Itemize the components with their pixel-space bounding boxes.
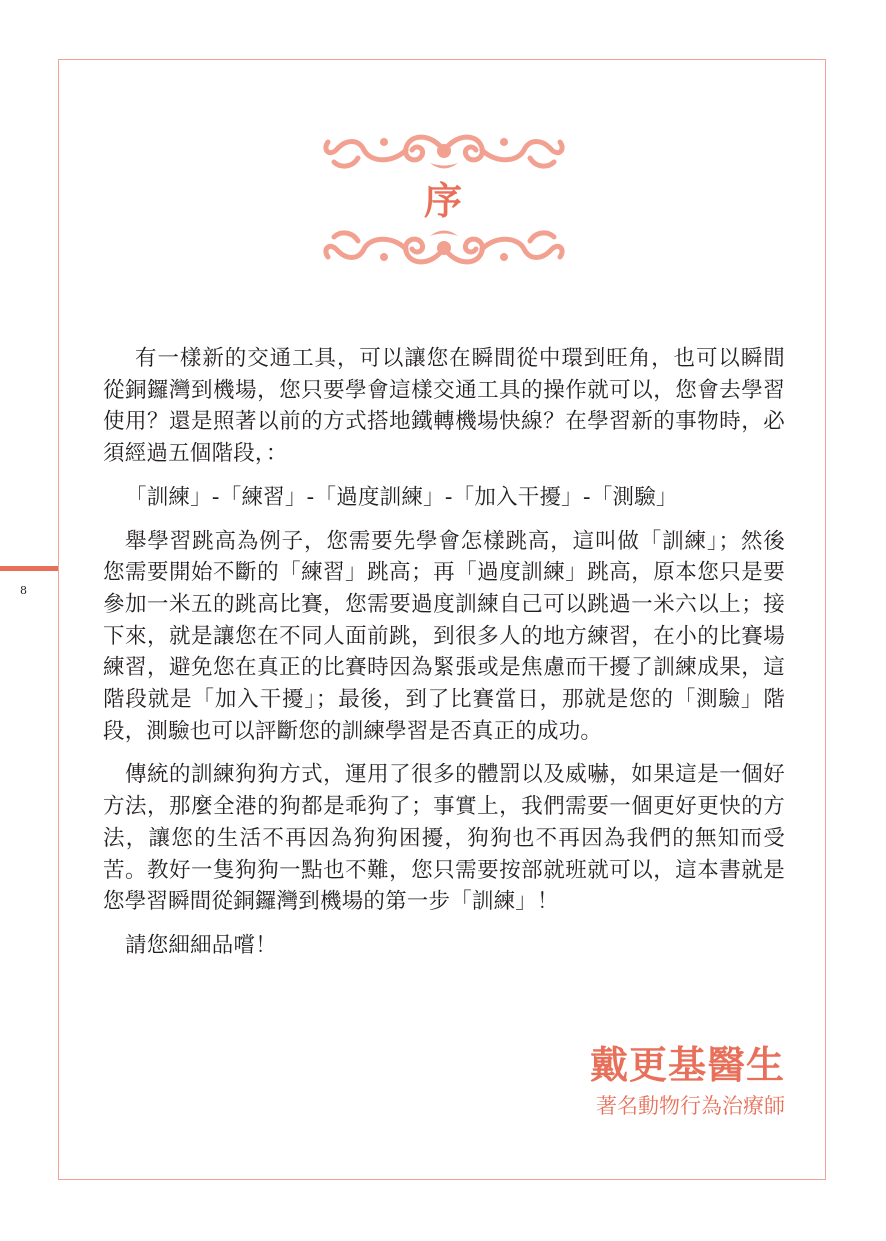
scroll-ornament-icon [318, 128, 570, 174]
paragraph-high-jump-example: 舉學習跳高為例子，您需要先學會怎樣跳高，這叫做「訓練」；然後您需要開始不斷的「練習」跳高；再「過度訓練」跳高，原本您只是要參加一米五的跳高比賽，您需要過度訓練自己可以跳過一米六以上；接下來，就是讓您在不同人面前跳，到很多人的地方練習，在小的比賽場練習，避免您在真正的比賽時因為緊張或是焦慮而干擾了訓練成果，這階段就是「加入干擾」；最後，到了比賽當日，那就是您的「測驗」階段，測驗也可以評斷您的訓練學習是否真正的成功。 [103, 528, 785, 744]
paragraph-stages: 「訓練」-「練習」-「過度訓練」-「加入干擾」-「測驗」 [125, 484, 678, 510]
preface-title: 序 [423, 178, 462, 223]
page-number: 8 [20, 584, 27, 597]
paragraph-closing: 請您細細品嚐！ [125, 932, 277, 958]
paragraph-intro: 有一樣新的交通工具，可以讓您在瞬間從中環到旺角，也可以瞬間從銅鑼灣到機場，您只要學會這樣交通工具的操作就可以，您會去學習使用？還是照著以前的方式搭地鐵轉機場快線？在學習新的事物時，必須經過五個階段，： [103, 346, 785, 467]
author-name: 戴更基醫生 [589, 1042, 785, 1087]
preface-body [103, 343, 785, 962]
author-title: 著名動物行為治療師 [596, 1094, 785, 1118]
page-tab-marker [0, 566, 58, 571]
signature-block [590, 1040, 785, 1120]
scroll-ornament-icon [318, 225, 570, 271]
paragraph-traditional-training: 傳統的訓練狗狗方式，運用了很多的體罰以及威嚇，如果這是一個好方法，那麼全港的狗都是乖狗了；事實上，我們需要一個更好更快的方法，讓您的生活不再因為狗狗困擾，狗狗也不再因為我們的無知而受苦。教好一隻狗狗一點也不難，您只需要按部就班就可以，這本書就是您學習瞬間從銅鑼灣到機場的第一步「訓練」！ [103, 762, 785, 915]
